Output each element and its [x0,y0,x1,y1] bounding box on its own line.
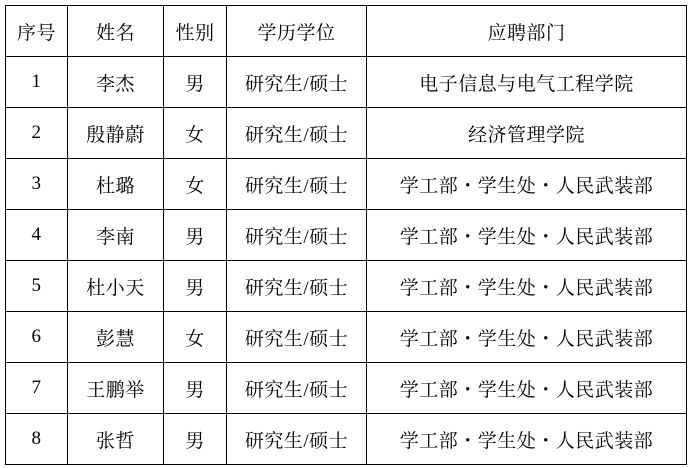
cell-education: 研究生/硕士 [227,108,367,159]
cell-education: 研究生/硕士 [227,57,367,108]
table-row [6,312,687,363]
table-row [6,210,687,261]
cell-name: 李杰 [68,57,164,108]
cell-gender: 男 [164,363,227,414]
table-header [6,6,687,57]
cell-name: 杜小天 [68,261,164,312]
table-row [6,57,687,108]
cell-gender: 女 [164,108,227,159]
table-row [6,108,687,159]
cell-department: 电子信息与电气工程学院 [367,57,687,108]
cell-education: 研究生/硕士 [227,363,367,414]
table-header-row [6,6,687,57]
cell-department: 学工部・学生处・人民武装部 [367,414,687,465]
cell-gender: 男 [164,414,227,465]
cell-index: 7 [6,363,68,414]
cell-gender: 男 [164,261,227,312]
cell-education: 研究生/硕士 [227,312,367,363]
cell-education: 研究生/硕士 [227,414,367,465]
cell-name: 张哲 [68,414,164,465]
cell-name: 彭慧 [68,312,164,363]
applicant-table [5,5,687,465]
cell-name: 杜璐 [68,159,164,210]
cell-index: 1 [6,57,68,108]
cell-index: 5 [6,261,68,312]
cell-name: 殷静蔚 [68,108,164,159]
column-header-department: 应聘部门 [367,6,687,57]
cell-education: 研究生/硕士 [227,159,367,210]
cell-gender: 女 [164,312,227,363]
cell-gender: 男 [164,210,227,261]
cell-index: 4 [6,210,68,261]
cell-index: 3 [6,159,68,210]
cell-department: 学工部・学生处・人民武装部 [367,159,687,210]
cell-index: 6 [6,312,68,363]
cell-education: 研究生/硕士 [227,261,367,312]
cell-education: 研究生/硕士 [227,210,367,261]
cell-department: 学工部・学生处・人民武装部 [367,312,687,363]
column-header-name: 姓名 [68,6,164,57]
cell-department: 学工部・学生处・人民武装部 [367,261,687,312]
table-row [6,414,687,465]
table-row [6,159,687,210]
table-row [6,363,687,414]
cell-department: 学工部・学生处・人民武装部 [367,210,687,261]
table-row [6,261,687,312]
cell-department: 经济管理学院 [367,108,687,159]
column-header-education: 学历学位 [227,6,367,57]
cell-gender: 男 [164,57,227,108]
cell-name: 王鹏举 [68,363,164,414]
column-header-index: 序号 [6,6,68,57]
cell-department: 学工部・学生处・人民武装部 [367,363,687,414]
cell-gender: 女 [164,159,227,210]
cell-index: 8 [6,414,68,465]
column-header-gender: 性别 [164,6,227,57]
cell-name: 李南 [68,210,164,261]
table-body [6,57,687,465]
cell-index: 2 [6,108,68,159]
